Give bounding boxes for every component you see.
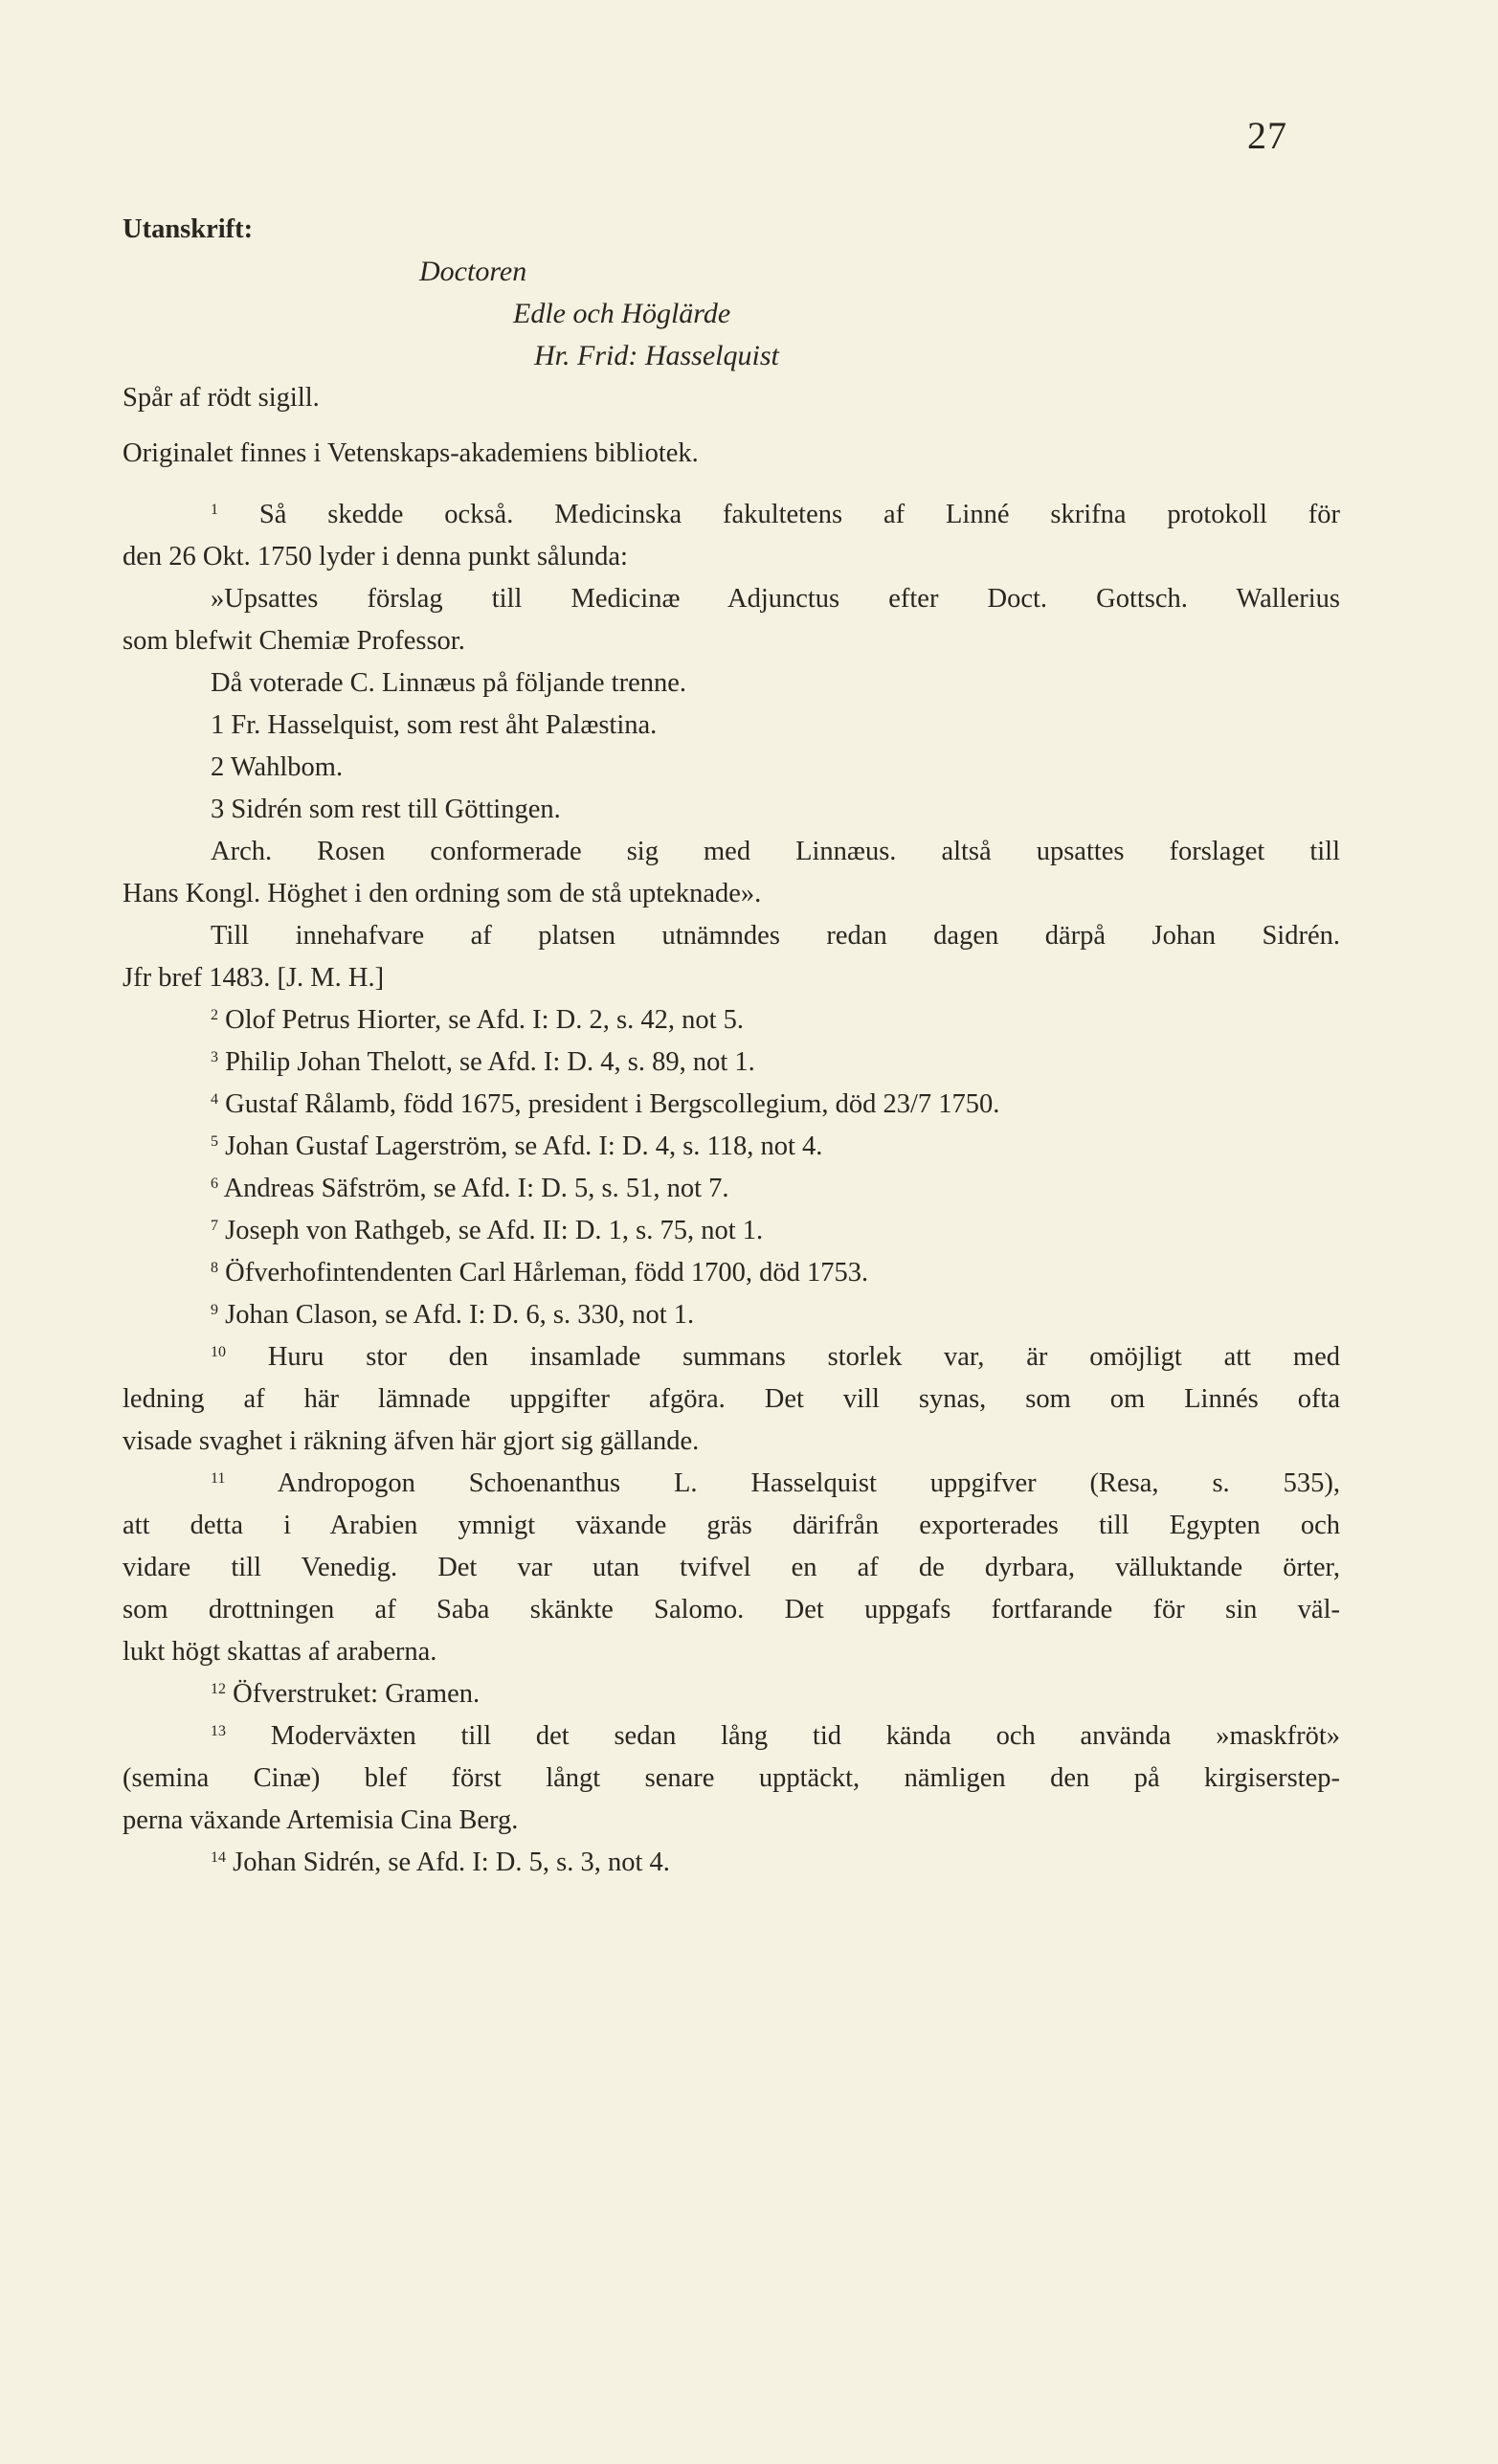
address-line-1: Doctoren [419, 256, 527, 287]
footnote-line [123, 494, 1340, 536]
footnote-text: 1 Fr. Hasselquist, som rest åht Palæstina. [211, 710, 658, 740]
footnote-text: Arch. Rosen conformerade sig med Linnæus. altså upsattes forslaget till [211, 837, 1340, 866]
footnote [123, 1336, 1340, 1463]
footnote [123, 1252, 1340, 1294]
footnote [123, 999, 1340, 1042]
footnote [123, 494, 1340, 578]
footnote [123, 1210, 1340, 1252]
footnote-line [123, 705, 1340, 747]
footnote-text: Huru stor den insamlade summans storlek var, är omöjligt att med [267, 1342, 1340, 1372]
seal-note: Spår af rödt sigill. [123, 383, 320, 413]
footnote [123, 915, 1340, 999]
footnote-line [123, 1421, 1340, 1463]
footnote-line [123, 873, 1340, 915]
footnote-line [123, 1168, 1340, 1210]
footnote-line [123, 578, 1340, 620]
footnote [123, 705, 1340, 747]
footnote-text: Andreas Säfström, se Afd. I: D. 5, s. 51, not 7. [223, 1174, 729, 1203]
footnote-line [123, 1631, 1340, 1673]
footnote-mark: 4 [211, 1091, 218, 1108]
footnote-line [123, 1589, 1340, 1631]
footnote-text: perna växande Artemisia Cina Berg. [123, 1805, 519, 1835]
footnote-line [123, 1252, 1340, 1294]
footnote-line [123, 915, 1340, 957]
footnote-line [123, 1758, 1340, 1800]
footnote-mark: 3 [211, 1049, 218, 1065]
footnote-line [123, 1673, 1340, 1715]
footnote-text: Hans Kongl. Höghet i den ordning som de stå upteknade». [123, 879, 762, 908]
footnote-mark: 8 [211, 1260, 218, 1276]
footnote-mark: 14 [211, 1849, 226, 1866]
footnote-text: Gustaf Rålamb, född 1675, president i Bergscollegium, död 23/7 1750. [225, 1089, 1000, 1119]
footnote-text: Öfverstruket: Gramen. [233, 1679, 481, 1709]
footnote-line [123, 1084, 1340, 1126]
footnote [123, 1715, 1340, 1842]
footnote-line [123, 1800, 1340, 1842]
footnote-line [123, 747, 1340, 789]
footnote [123, 831, 1340, 915]
footnote-text: Moderväxten till det sedan lång tid kända och använda »maskfröt» [270, 1721, 1340, 1751]
footnote-line [123, 1463, 1340, 1505]
footnote [123, 1042, 1340, 1084]
page-number: 27 [1247, 114, 1287, 157]
footnote-line [123, 789, 1340, 831]
footnote-text: ledning af här lämnade uppgifter afgöra. Det vill synas, som om Linnés ofta [123, 1384, 1340, 1414]
footnote [123, 747, 1340, 789]
footnote-line [123, 536, 1340, 578]
footnote [123, 789, 1340, 831]
footnote-mark: 9 [211, 1302, 218, 1318]
footnote-mark: 5 [211, 1133, 218, 1150]
footnote-line [123, 1042, 1340, 1084]
footnote-text: Johan Clason, se Afd. I: D. 6, s. 330, not 1. [225, 1300, 695, 1330]
footnote [123, 662, 1340, 705]
text-block [123, 209, 1340, 1884]
footnote-line [123, 1210, 1340, 1252]
footnote [123, 1294, 1340, 1336]
footnote-text: som drottningen af Saba skänkte Salomo. Det uppgafs fortfarande för sin väl- [123, 1595, 1340, 1624]
address-line-2: Edle och Höglärde [513, 298, 731, 329]
footnote [123, 1673, 1340, 1715]
footnote-mark: 2 [211, 1007, 218, 1023]
footnote-mark: 13 [211, 1723, 226, 1739]
footnote-mark: 1 [211, 502, 218, 518]
footnote-mark: 12 [211, 1681, 226, 1697]
footnote [123, 1126, 1340, 1168]
footnote [123, 1842, 1340, 1884]
footnote-line [123, 1336, 1340, 1378]
footnote [123, 1463, 1340, 1673]
original-note: Originalet finnes i Vetenskaps-akademiens bibliotek. [123, 438, 699, 468]
footnote-text: 2 Wahlbom. [211, 752, 344, 782]
footnote [123, 1168, 1340, 1210]
footnote-text: »Upsattes förslag till Medicinæ Adjunctus efter Doct. Gottsch. Wallerius [211, 584, 1340, 614]
footnote-line [123, 662, 1340, 705]
footnote-text: Andropogon Schoenanthus L. Hasselquist uppgifver (Resa, s. 535), [277, 1468, 1340, 1498]
footnote-line [123, 1294, 1340, 1336]
footnote [123, 1084, 1340, 1126]
footnote-line [123, 1126, 1340, 1168]
footnote-line [123, 957, 1340, 999]
footnote [123, 578, 1340, 662]
footnote-text: vidare till Venedig. Det var utan tvifvel en af de dyrbara, välluktande örter, [123, 1553, 1340, 1582]
footnote-text: Olof Petrus Hiorter, se Afd. I: D. 2, s. 42, not 5. [225, 1005, 745, 1035]
footnote-text: Då voterade C. Linnæus på följande trenne. [211, 668, 687, 698]
footnote-mark: 6 [211, 1176, 218, 1192]
address-line-3: Hr. Frid: Hasselquist [534, 340, 779, 371]
footnote-text: (semina Cinæ) blef först långt senare upptäckt, nämligen den på kirgiserstep- [123, 1763, 1340, 1793]
footnote-text: Joseph von Rathgeb, se Afd. II: D. 1, s. 75, not 1. [225, 1216, 764, 1245]
footnote-line [123, 1842, 1340, 1884]
footnote-mark: 10 [211, 1344, 226, 1360]
footnote-text: Jfr bref 1483. [J. M. H.] [123, 963, 385, 993]
footnote-text: Philip Johan Thelott, se Afd. I: D. 4, s. 89, not 1. [225, 1047, 755, 1077]
footnote-text: Till innehafvare af platsen utnämndes redan dagen därpå Johan Sidrén. [211, 921, 1340, 951]
footnote-text: som blefwit Chemiæ Professor. [123, 626, 465, 656]
address-label: Utanskrift: [123, 214, 254, 244]
footnotes [123, 494, 1340, 1884]
footnote-text: visade svaghet i räkning äfven här gjort sig gällande. [123, 1426, 700, 1456]
footnote-mark: 7 [211, 1218, 218, 1234]
footnote-mark: 11 [211, 1470, 226, 1487]
footnote-text: 3 Sidrén som rest till Göttingen. [211, 795, 561, 824]
footnote-text: Johan Sidrén, se Afd. I: D. 5, s. 3, not 4. [233, 1848, 670, 1877]
footnote-text: att detta i Arabien ymnigt växande gräs därifrån exporterades till Egypten och [123, 1511, 1340, 1540]
footnote-text: Så skedde också. Medicinska fakultetens af Linné skrifna protokoll för [258, 500, 1340, 529]
footnote-line [123, 831, 1340, 873]
footnote-text: Johan Gustaf Lagerström, se Afd. I: D. 4, s. 118, not 4. [225, 1131, 823, 1161]
footnote-line [123, 1715, 1340, 1758]
footnote-line [123, 1505, 1340, 1547]
footnote-text: lukt högt skattas af araberna. [123, 1637, 437, 1667]
footnote-line [123, 1378, 1340, 1421]
footnote-line [123, 1547, 1340, 1589]
footnote-line [123, 999, 1340, 1042]
footnote-text: Öfverhofintendenten Carl Hårleman, född 1700, död 1753. [225, 1258, 869, 1288]
footnote-line [123, 620, 1340, 662]
footnote-text: den 26 Okt. 1750 lyder i denna punkt sålunda: [123, 542, 628, 571]
